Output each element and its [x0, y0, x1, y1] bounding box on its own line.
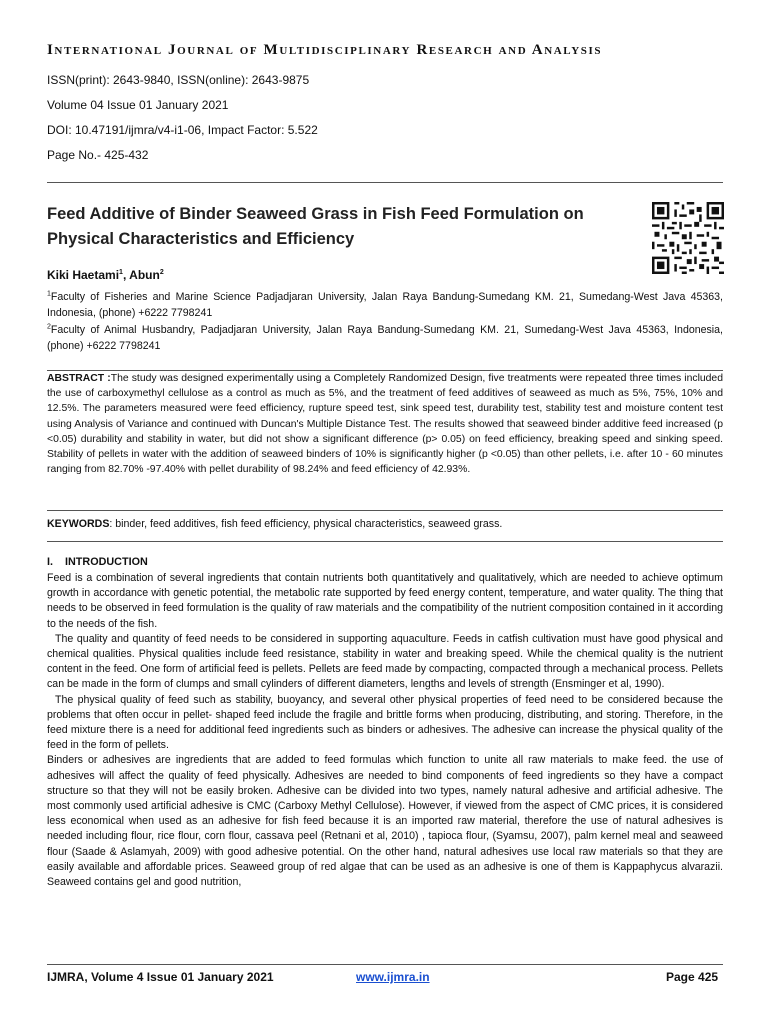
paper-title: Feed Additive of Binder Seaweed Grass in Fish Feed Formulation on Physical Characteristics and Efficiency	[47, 205, 584, 248]
paragraph: The physical quality of feed such as stability, buoyancy, and several other physical properties of feed need to be considered because the problems that often occur in pellet- shaped feed include the fragile and brittle forms when producing, distributing, and storing. Therefore, in the feed mixture there is a need for additional feed ingredients such as binders or adhesives. The adhesive can increase the physical quality of the feed in the form of pellets.	[47, 693, 723, 752]
affil-mark: 2	[47, 323, 51, 331]
abstract-label: ABSTRACT :	[47, 373, 111, 384]
keywords-divider	[47, 541, 723, 542]
author-separator: ,	[122, 268, 130, 282]
keywords-label: KEYWORDS	[47, 518, 110, 530]
paragraph: The quality and quantity of feed needs to be considered in supporting aquaculture. Feeds in catfish cultivation must have good physical and chemical qualities. Physical qualities include feed resistance, stability in water and breaking speed. While the chemical quality is the nutrient content in the feed. One form of artificial feed is pellets. Pellets are feed made by compacting, compacted through a mechanical process. Pellets can be made in the form of clumps and small cylinders of different diameters, lengths and levels of strength (Ensminger et al, 1990).	[47, 632, 723, 691]
page-number: Page 425	[666, 970, 719, 984]
qr-code-icon	[652, 202, 724, 274]
affil-text: Faculty of Fisheries and Marine Science Padjadjaran University, Jalan Raya Bandung-Sumedang KM. 21, Sumedang-West Java 45363, Indonesia, (phone) +6222 7798241	[47, 291, 723, 319]
abstract-bottom-divider	[47, 510, 723, 511]
journal-name: International Journal of Multidisciplinary Research and Analysis	[47, 42, 603, 58]
author-name: Abun	[129, 268, 160, 282]
abstract-text: The study was designed experimentally using a Completely Randomized Design, five treatments were repeated three times included the use of carboxymethyl cellulose as a control as much as 5%, and the treatment of feed additives of seaweed as much as 5%, 75%, 10% and 12.5%. The parameters measured were feed efficiency, rupture speed test, sink speed test, durability test, stability test and moisture content test using Analysis of Variance and continued with Duncan's Multiple Distance Test. The results showed that seaweed binder additive feed increased (p <0.05) durability and stability in water, but did not show a significant difference (p> 0.05) on feed efficiency, breaking speed and sinking speed. Stability of pellets in water with the addition of seaweed binders of 10% is significantly higher (p <0.05) than other pellets, i.e. after 10 - 60 minutes ranging from 82.70% -97.40% with pellet durability of 98.24% and feed efficiency of 42.93%.	[47, 373, 723, 476]
author-list	[47, 268, 164, 282]
header-divider	[47, 182, 723, 183]
footer-divider	[47, 964, 723, 965]
abstract	[47, 371, 723, 477]
pages-line: Page No.- 425-432	[47, 148, 149, 162]
journal-website-link[interactable]: www.ijmra.in	[356, 970, 430, 984]
volume-line: Volume 04 Issue 01 January 2021	[47, 98, 229, 112]
section-heading: I. INTRODUCTION	[47, 556, 148, 568]
author-affil-mark: 2	[159, 269, 164, 276]
affiliation	[47, 322, 723, 354]
affil-mark: 1	[47, 290, 51, 298]
author-affil-mark: 1	[119, 269, 123, 276]
keywords-text: : binder, feed additives, fish feed efficiency, physical characteristics, seaweed grass.	[109, 518, 503, 530]
footer-journal-info: IJMRA, Volume 4 Issue 01 January 2021	[47, 970, 274, 984]
affil-text: Faculty of Animal Husbandry, Padjadjaran University, Jalan Raya Bandung-Sumedang KM. 21, Sumedang-West Java 45363, Indonesia, (phone) +6222 7798241	[47, 324, 723, 352]
issn-line: ISSN(print): 2643-9840, ISSN(online): 2643-9875	[47, 73, 310, 87]
paragraph: Feed is a combination of several ingredients that contain nutrients both quantitatively and qualitatively, which are needed to achieve optimum growth in accordance with genetic potential, the metabolic rate supported by feed energy content, temperature, and water quality. The thing that needs to be observed in feed formulation is the quality of raw materials and the compatibility of the nutrient composition contained in it according to the needs of the fish.	[47, 572, 723, 630]
affiliation	[47, 289, 723, 321]
intro-body	[47, 571, 723, 890]
doi-line: DOI: 10.47191/ijmra/v4-i1-06, Impact Factor: 5.522	[47, 123, 318, 137]
paragraph: Binders or adhesives are ingredients that are added to feed formulas which function to unite all raw materials to make feed. the use of adhesives will affect the quality of feed physically. Adhesives are needed to bind components of feed ingredients so they have a compact structure so that they will not be easily broken. Adhesive can be divided into two types, namely natural adhesive and artificial adhesive. The most commonly used artificial adhesive is CMC (Carboxy Methyl Cellulose). However, if viewed from the aspect of CMC prices, it is considered less economical when used as an adhesive for fish feed because it is an imported raw material, therefore the use of natural adhesives is needed including flour, rice flour, corn flour, cassava peel (Retnani et al, 2010) , tapioca flour, (Syamsu, 2007), palm kernel meal and seaweed flour (Saade & Aslamyah, 2009) with good adhesive potential. On the other hand, natural adhesives use local raw materials so that they are easily available and affordable prices. Seaweed group of red algae that can be used as an adhesive is one of them is Kappaphycus alvarazii. Seaweed contains gel and good nutrition,	[47, 754, 723, 889]
author-name: Kiki Haetami	[47, 268, 120, 282]
keywords	[47, 518, 723, 530]
